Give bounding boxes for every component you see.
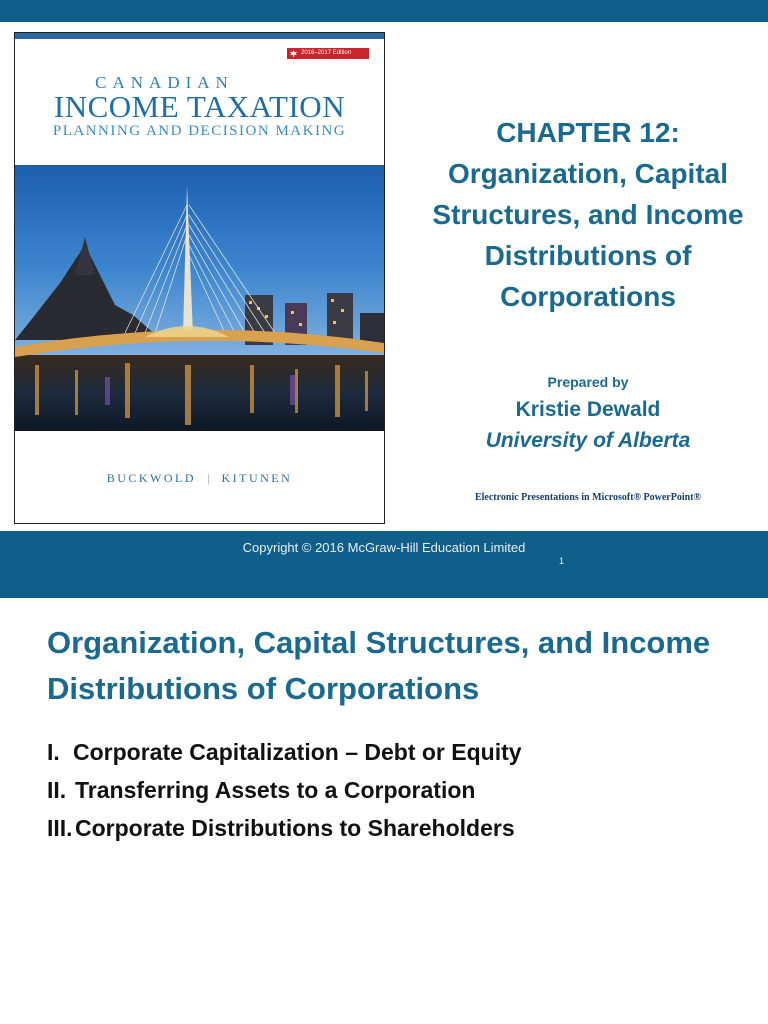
cover-subtitle: PLANNING AND DECISION MAKING <box>52 123 347 139</box>
electronic-presentations-note: Electronic Presentations in Microsoft® PowerPoint® <box>474 492 701 503</box>
outline-item-text: Corporate Capitalization – Debt or Equity <box>73 739 522 765</box>
cover-top-stripe <box>15 33 384 39</box>
outline-item-text: Corporate Distributions to Shareholders <box>75 815 515 841</box>
outline-item-number: II. <box>47 777 67 803</box>
book-cover <box>14 32 385 524</box>
slide-number: 1 <box>559 556 565 566</box>
presenter-university: University of Alberta <box>485 429 691 452</box>
slide-2-title-line-2: Distributions of Corporations <box>47 671 480 706</box>
chapter-line-3: Structures, and Income <box>432 199 744 230</box>
maple-leaf-icon <box>290 50 297 57</box>
outline-item-number: I. <box>47 739 60 765</box>
copyright-text: Copyright © 2016 McGraw-Hill Education Limited <box>242 540 526 555</box>
cover-author-2: KITUNEN <box>221 471 293 485</box>
outline-item-text: Transferring Assets to a Corporation <box>75 777 476 803</box>
outline-item <box>47 733 522 771</box>
slide-2-top-band <box>0 576 768 598</box>
cover-photo-bridge-night <box>15 165 384 431</box>
outline-item <box>47 771 522 809</box>
prepared-by-label: Prepared by <box>547 374 629 390</box>
edition-badge <box>287 48 369 59</box>
slide-2-title-line-1: Organization, Capital Structures, and Income <box>47 625 711 660</box>
chapter-heading <box>410 112 766 317</box>
chapter-line-5: Corporations <box>500 281 676 312</box>
edition-label: 2016–2017 Edition <box>301 50 352 56</box>
outline-list <box>47 733 522 847</box>
chapter-line-1: CHAPTER 12: <box>496 117 680 148</box>
cover-authors <box>15 471 384 486</box>
chapter-line-4: Distributions of <box>484 240 692 271</box>
presenter-name: Kristie Dewald <box>515 398 661 421</box>
cover-series: CANADIAN <box>95 73 234 92</box>
cover-author-separator: | <box>207 471 210 485</box>
outline-item <box>47 809 522 847</box>
chapter-line-2: Organization, Capital <box>447 158 729 189</box>
outline-item-number: III. <box>47 815 73 841</box>
cover-title: INCOME TAXATION <box>53 89 346 124</box>
top-band <box>0 0 768 22</box>
cover-author-1: BUCKWOLD <box>106 471 197 485</box>
slide-2-title <box>47 620 747 712</box>
